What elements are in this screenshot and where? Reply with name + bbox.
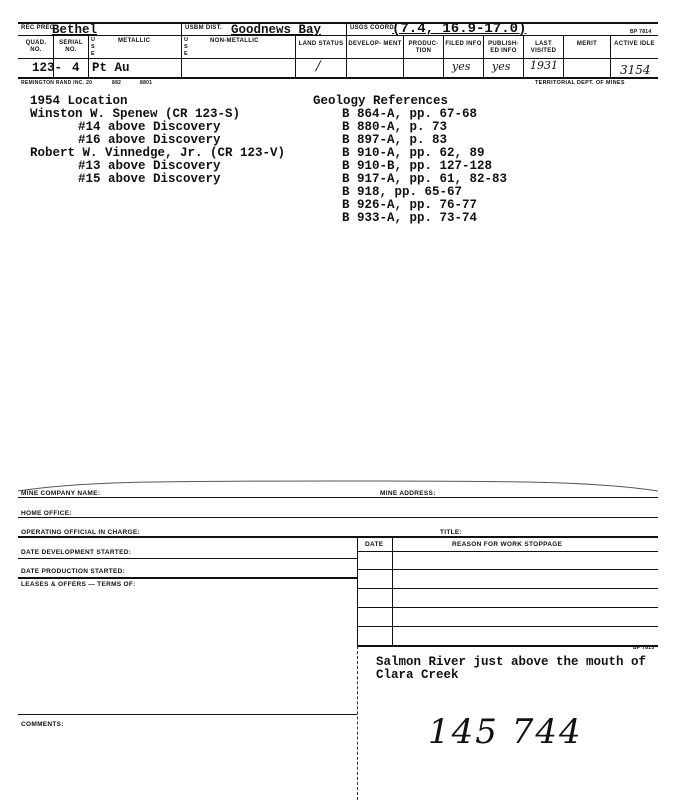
active-idle-value: 3154 [620,63,651,77]
geology-reference: B 917-A, pp. 61, 82-83 [342,172,508,186]
land-status-header: LAND STATUS [298,41,344,47]
location-note-line-2: Clara Creek [376,668,459,682]
location-heading: 1954 Location [30,94,128,108]
published-info-value: yes [492,60,511,73]
handwritten-number: 145 744 [428,712,583,752]
geology-reference: B 864-A, pp. 67-68 [342,107,478,121]
usgs-coord-label: USGS COORD. [350,25,396,31]
last-visited-value: 1931 [530,59,558,72]
production-header: PRODUC- TION [408,41,439,54]
non-metallic-header: NON-METALLIC [210,38,259,44]
printer-code-1: 882 [112,80,122,86]
title-label: TITLE: [440,529,463,536]
usbm-dist-value: Goodnews Bay [231,23,322,37]
geology-reference: B 897-A, p. 83 [342,133,448,147]
rec-prec-value: Bethel [52,23,98,37]
geology-reference: B 880-A, p. 73 [342,120,448,134]
location-line: Winston W. Spenew (CR 123-S) [30,107,241,121]
merit-header: MERIT [576,41,598,47]
date-development-started-label: DATE DEVELOPMENT STARTED: [21,549,132,556]
fold-line [18,478,658,494]
geology-reference: B 918, pp. 65-67 [342,185,463,199]
serial-value: 4 [72,61,80,75]
rec-prec-label: REC PREC. [21,25,57,31]
mine-address-label: MINE ADDRESS: [380,490,436,497]
quad-no-header: QUAD. NO. [25,40,47,53]
serial-no-header: SERIAL NO. [59,40,83,53]
home-office-label: HOME OFFICE: [21,510,72,517]
printer-code-2: 8801 [140,80,153,86]
date-column-header: DATE [365,541,384,548]
location-note-line-1: Salmon River just above the mouth of [376,655,647,669]
leases-offers-label: LEASES & OFFERS — TERMS OF: [21,581,136,588]
location-line: Robert W. Vinnedge, Jr. (CR 123-V) [30,146,286,160]
location-line: #15 above Discovery [78,172,221,186]
mine-company-label: MINE COMPANY NAME: [21,490,101,497]
published-info-header: PUBLISH- ED INFO [488,41,519,54]
geology-reference: B 910-B, pp. 127-128 [342,159,493,173]
reason-column-header: REASON FOR WORK STOPPAGE [452,541,563,548]
form-number: BP 7814 [630,29,652,35]
filed-info-header: FILED INFO [445,41,482,47]
usgs-coord-value: (7.4, 16.9-17.0) [392,21,527,37]
active-idle-header: ACTIVE IDLE [614,41,655,47]
geology-reference: B 926-A, pp. 76-77 [342,198,478,212]
printer-mark: REMINGTON RAND INC. 20 [21,80,93,86]
form-number-2: BP 7815 [633,645,655,651]
use-letters-nonmetallic: U S E [184,37,189,57]
usbm-dist-label: USBM DIST. [185,25,223,31]
geology-reference: B 933-A, pp. 73-74 [342,211,478,225]
date-production-started-label: DATE PRODUCTION STARTED: [21,568,126,575]
use-letters-metallic: U S E [91,37,96,57]
operating-official-label: OPERATING OFFICIAL IN CHARGE: [21,529,140,536]
filed-info-value: yes [452,60,471,73]
geology-heading: Geology References [313,94,449,108]
location-line: #13 above Discovery [78,159,221,173]
metallic-header: METALLIC [118,38,151,44]
land-status-mark: / [316,59,321,74]
location-line: #16 above Discovery [78,133,221,147]
quad-serial-value: 123- [32,61,63,75]
comments-label: COMMENTS: [21,721,64,728]
location-line: #14 above Discovery [78,120,221,134]
geology-reference: B 910-A, pp. 62, 89 [342,146,485,160]
development-header: DEVELOP- MENT [348,41,402,47]
last-visited-header: LAST VISITED [530,41,557,54]
metallic-value: Pt Au [92,61,130,75]
territorial-dept: TERRITORIAL DEPT. OF MINES [535,80,625,86]
